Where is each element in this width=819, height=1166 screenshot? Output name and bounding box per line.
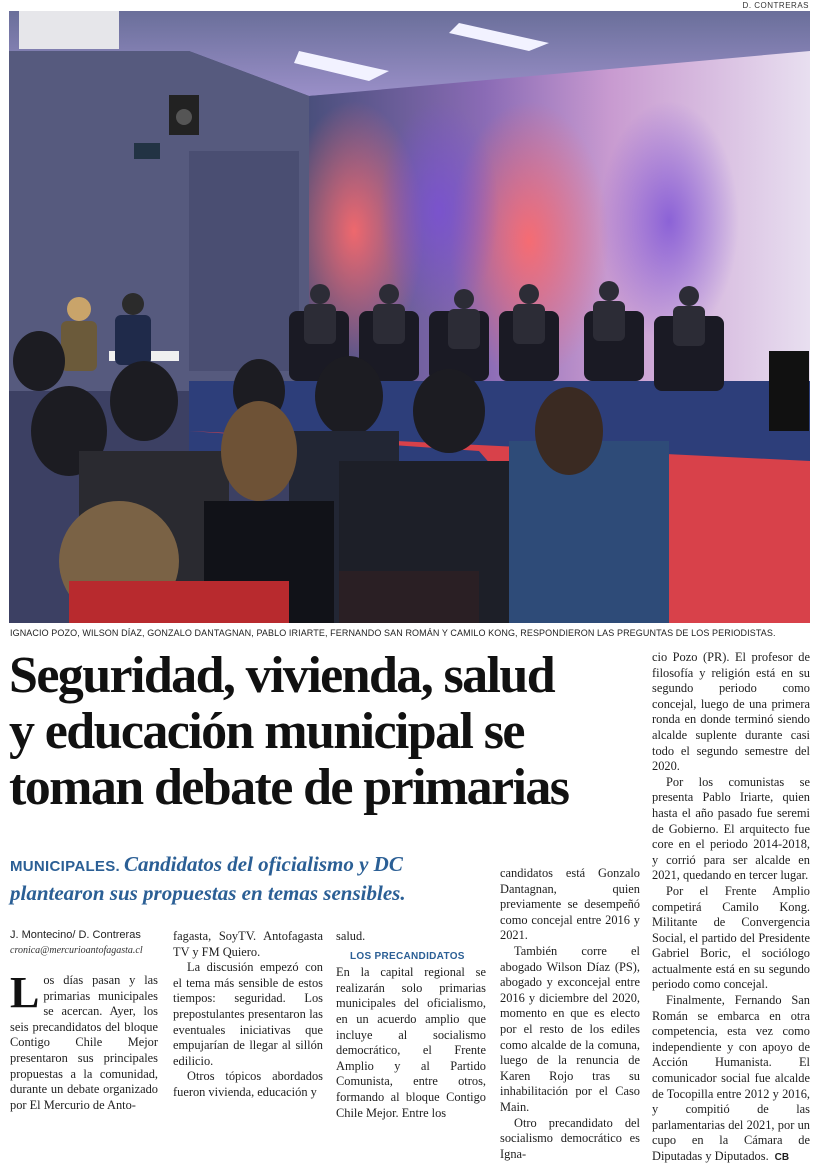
photo-credit: D. CONTRERAS (742, 1, 809, 10)
paragraph: Por el Frente Amplio competirá Camilo Kong. Militante de Convergencia Social, el partido del Presidente Gabriel Boric, el sociólogo actualmente está en su segundo periodo como concejal. (652, 883, 810, 992)
paragraph: salud. (336, 929, 366, 943)
paragraph: cio Pozo (PR). El profesor de filosofía y religión está en su segundo periodo como concejal, luego de una primera ronda en donde terminó siendo alcalde suplente durante casi todo el segundo semestre del 2020. (652, 650, 810, 774)
headline (9, 648, 649, 816)
article-column-4 (500, 866, 640, 1162)
headline-line-3: toman debate de primarias (9, 759, 569, 816)
debate-photo (9, 11, 810, 623)
article-column-2 (173, 929, 323, 1101)
byline-email: cronica@mercurioantofagasta.cl (10, 945, 143, 956)
byline-authors: J. Montecino/ D. Contreras (10, 929, 141, 941)
paragraph: También corre el abogado Wilson Díaz (PS), abogado y exconcejal entre 2016 y diciembre del 2020, momento en que es electo por el resto de los ediles como alcalde de la comuna, luego de la renuncia de Karen Rojo tras su inhabilitación por el Caso Main. (500, 943, 640, 1114)
headline-line-1: Seguridad, vivienda, salud (9, 647, 555, 704)
paragraph: candidatos está Gonzalo Dantagnan, quien previamente se desempeñó como concejal entre 2016 y 2021. (500, 866, 640, 943)
paragraph: fagasta, SoyTV. Antofagasta TV y FM Quiero. (173, 929, 323, 959)
headline-line-2: y educación municipal se (9, 703, 524, 760)
drop-cap: L (10, 968, 40, 1017)
subhead: LOS PRECANDIDATOS (350, 950, 465, 962)
debate-stage-photo-icon (9, 11, 810, 623)
kicker (10, 851, 480, 906)
article-column-1 (10, 968, 158, 1113)
paragraph: Por los comunistas se presenta Pablo Iriarte, quien hasta el año pasado fue seremi de Gobierno. El arquitecto fue core en el periodo 2014-2018, y corrió para ser alcalde en 2021, quedando en tercer lugar. (652, 774, 810, 883)
end-mark: CB (774, 1152, 790, 1163)
byline (10, 929, 170, 956)
kicker-text: Candidatos del oficialismo y DC plantearon sus propuestas en temas sensibles. (10, 852, 406, 905)
paragraph: En la capital regional se realizarán solo primarias municipales del oficialismo, en un acuerdo amplio que incluye al socialismo democrático, el Frente Amplio y al Partido Comunista, entre otros, formando al bloque Contigo Chile Mejor. Entre los (336, 965, 486, 1120)
paragraph: Los días pasan y las primarias municipales se acercan. Ayer, los seis precandidatos del bloque Contigo Chile Mejor presentaron sus principales propuestas a la comunidad, durante un debate organizado por El Mercurio de Anto- (10, 968, 158, 1112)
photo-caption: IGNACIO POZO, WILSON DÍAZ, GONZALO DANTAGNAN, PABLO IRIARTE, FERNANDO SAN ROMÁN Y CAMILO KONG, RESPONDIERON LAS PREGUNTAS DE LOS PERIODISTAS. (10, 628, 776, 638)
paragraph: La discusión empezó con el tema más sensible de estos tiempos: seguridad. Los prepostulantes presentaron las eventuales iniciativas que empujarían de llegar al sillón edilicio. (173, 960, 323, 1068)
paragraph: Otro precandidato del socialismo democrático es Igna- (500, 1115, 640, 1161)
paragraph: Finalmente, Fernando San Román se embarca en otra competencia, esta vez como independiente y con apoyo de Acción Humanista. El comunicador social fue alcalde de Tocopilla entre 2012 y 2016, y compitió de las parlamentarias del 2021, por un cupo en la Cámara de Diputadas y Diputados. CB (652, 993, 810, 1163)
article-column-3 (336, 929, 486, 1121)
article-column-5 (652, 650, 810, 1166)
section-label: MUNICIPALES. (10, 858, 120, 875)
paragraph: Otros tópicos abordados fueron vivienda, educación y (173, 1069, 323, 1099)
